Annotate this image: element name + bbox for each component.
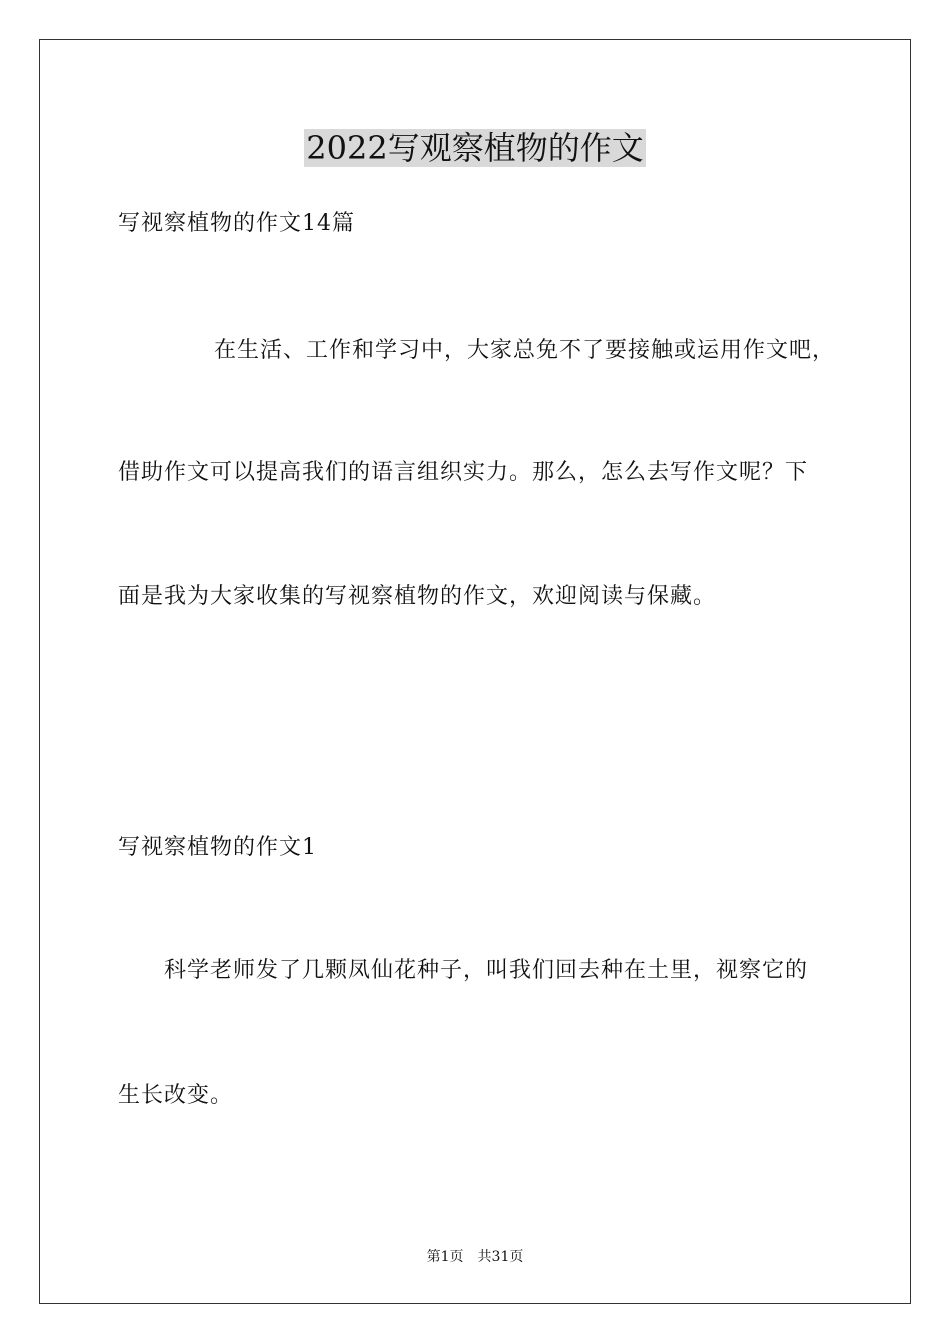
document-title-text: 2022写观察植物的作文 — [306, 129, 644, 167]
section-heading: 写视察植物的作文1 — [118, 835, 317, 860]
document-title — [0, 126, 950, 170]
paragraph-line: 生长改变。 — [118, 1083, 234, 1108]
paragraph-line: 科学老师发了几颗凤仙花种子，叫我们回去种在土里，视察它的 — [164, 958, 809, 983]
document-subtitle: 写视察植物的作文14篇 — [118, 211, 355, 236]
paragraph-line: 在生活、工作和学习中，大家总免不了要接触或运用作文吧， — [214, 338, 836, 363]
paragraph-line: 借助作文可以提高我们的语言组织实力。那么，怎么去写作文呢？下 — [118, 460, 809, 485]
paragraph-line: 面是我为大家收集的写视察植物的作文，欢迎阅读与保藏。 — [118, 584, 717, 609]
page-number-footer: 第1页 共31页 — [426, 1249, 524, 1265]
